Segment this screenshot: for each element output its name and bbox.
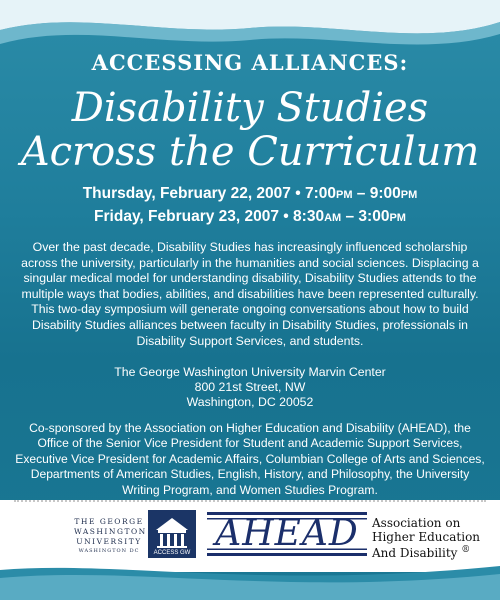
event-title-line2: Across the Curriculum <box>20 129 480 175</box>
bottom-wave-decoration <box>0 560 500 600</box>
event-kicker: ACCESSING ALLIANCES: <box>91 50 409 75</box>
ahead-logo: AHEAD <box>215 513 359 554</box>
event-dates <box>0 183 500 229</box>
date-line-thursday: Thursday, February 22, 2007 • 7:00PM – 9:00PM <box>82 185 418 202</box>
venue-street: 800 21st Street, NW <box>194 380 306 394</box>
venue-name: The George Washington University Marvin Center <box>114 365 386 379</box>
gw-university-logo: THE GEORGE WASHINGTON UNIVERSITY WASHINGTON DC <box>74 517 147 554</box>
ahead-logo-text: Association on Higher Education And Disability ® <box>372 516 481 560</box>
event-title-line1: Disability Studies <box>71 85 429 131</box>
event-venue <box>0 365 500 410</box>
date-line-friday: Friday, February 23, 2007 • 8:30AM – 3:00PM <box>94 208 406 225</box>
access-gw-logo: ACCESS GW <box>148 510 196 558</box>
footer-divider <box>14 500 486 502</box>
event-sponsors: Co-sponsored by the Association on Higher Education and Disability (AHEAD), the Office of the Senior Vice President for Student and Academic Support Services, Executive Vice President for Academic Affairs, Columbian College of Arts and Sciences, Departments of American Studies, English, History, and Philosophy, the University Writing Program, and Women Studies Program. <box>15 421 485 497</box>
event-description: Over the past decade, Disability Studies has increasingly influenced scholarship across the university, particularly in the humanities and social sciences. Displacing a singular medical model for understanding disability, Disability Studies attends to the multiple ways that bodies, abilities, and disabilities have been represented culturally. This two-day symposium will generate ongoing conversations about how to build Disability Studies alliances between faculty in Disability Studies, professionals in Disability Support Services, and students. <box>21 240 479 348</box>
venue-city: Washington, DC 20052 <box>186 395 314 409</box>
